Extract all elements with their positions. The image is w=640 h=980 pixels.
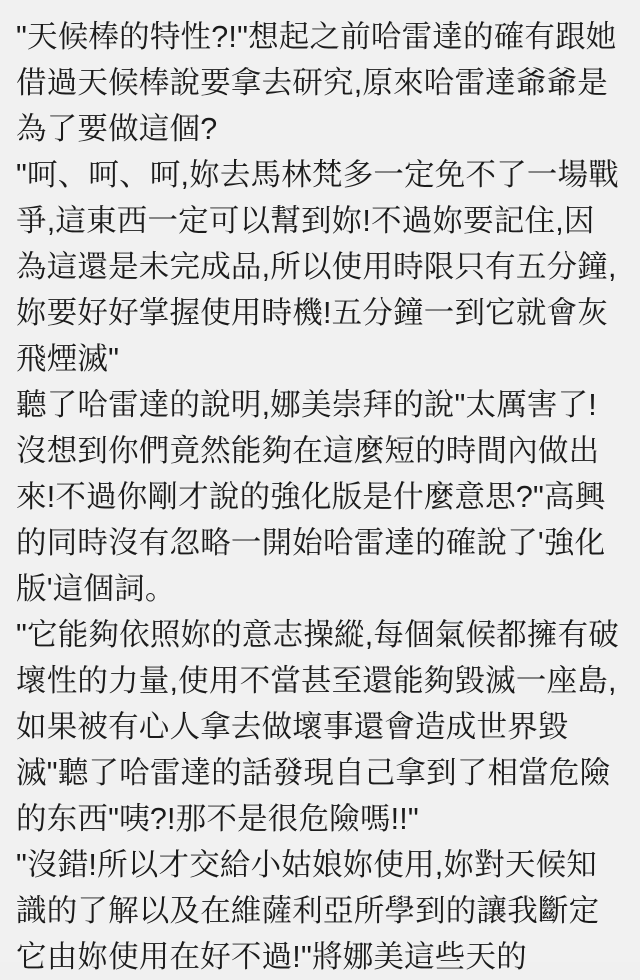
paragraph: "它能夠依照妳的意志操縱,每個氣候都擁有破壞性的力量,使用不當甚至還能夠毀滅一座島,如果被有心人拿去做壞事還會造成世界毀滅"聽了哈雷達的話發現自己拿到了相當危險的东西"咦?!那不是很危險嗎!!" <box>16 618 619 836</box>
paragraph: "沒錯!所以才交給小姑娘妳使用,妳對天候知識的了解以及在維薩利亞所學到的讓我斷定它由妳使用在好不過!"將娜美這些天的 <box>16 848 600 974</box>
paragraph: 聽了哈雷達的說明,娜美崇拜的說"太厲害了!沒想到你們竟然能夠在這麼短的時間內做出來!不過你剛才說的強化版是什麼意思?"高興的同時沒有忽略一開始哈雷達的確說了'強化版'這個詞。 <box>16 388 606 606</box>
document-text <box>16 14 624 980</box>
paragraph: "天候棒的特性?!"想起之前哈雷達的確有跟她借過天候棒說要拿去研究,原來哈雷達爺爺是為了要做這個? <box>16 20 617 146</box>
paragraph: "呵、呵、呵,妳去馬林梵多一定免不了一場戰爭,這東西一定可以幫到妳!不過妳要記住,因為這還是未完成品,所以使用時限只有五分鐘,妳要好好掌握使用時機!五分鐘一到它就會灰飛煙滅" <box>16 158 619 376</box>
